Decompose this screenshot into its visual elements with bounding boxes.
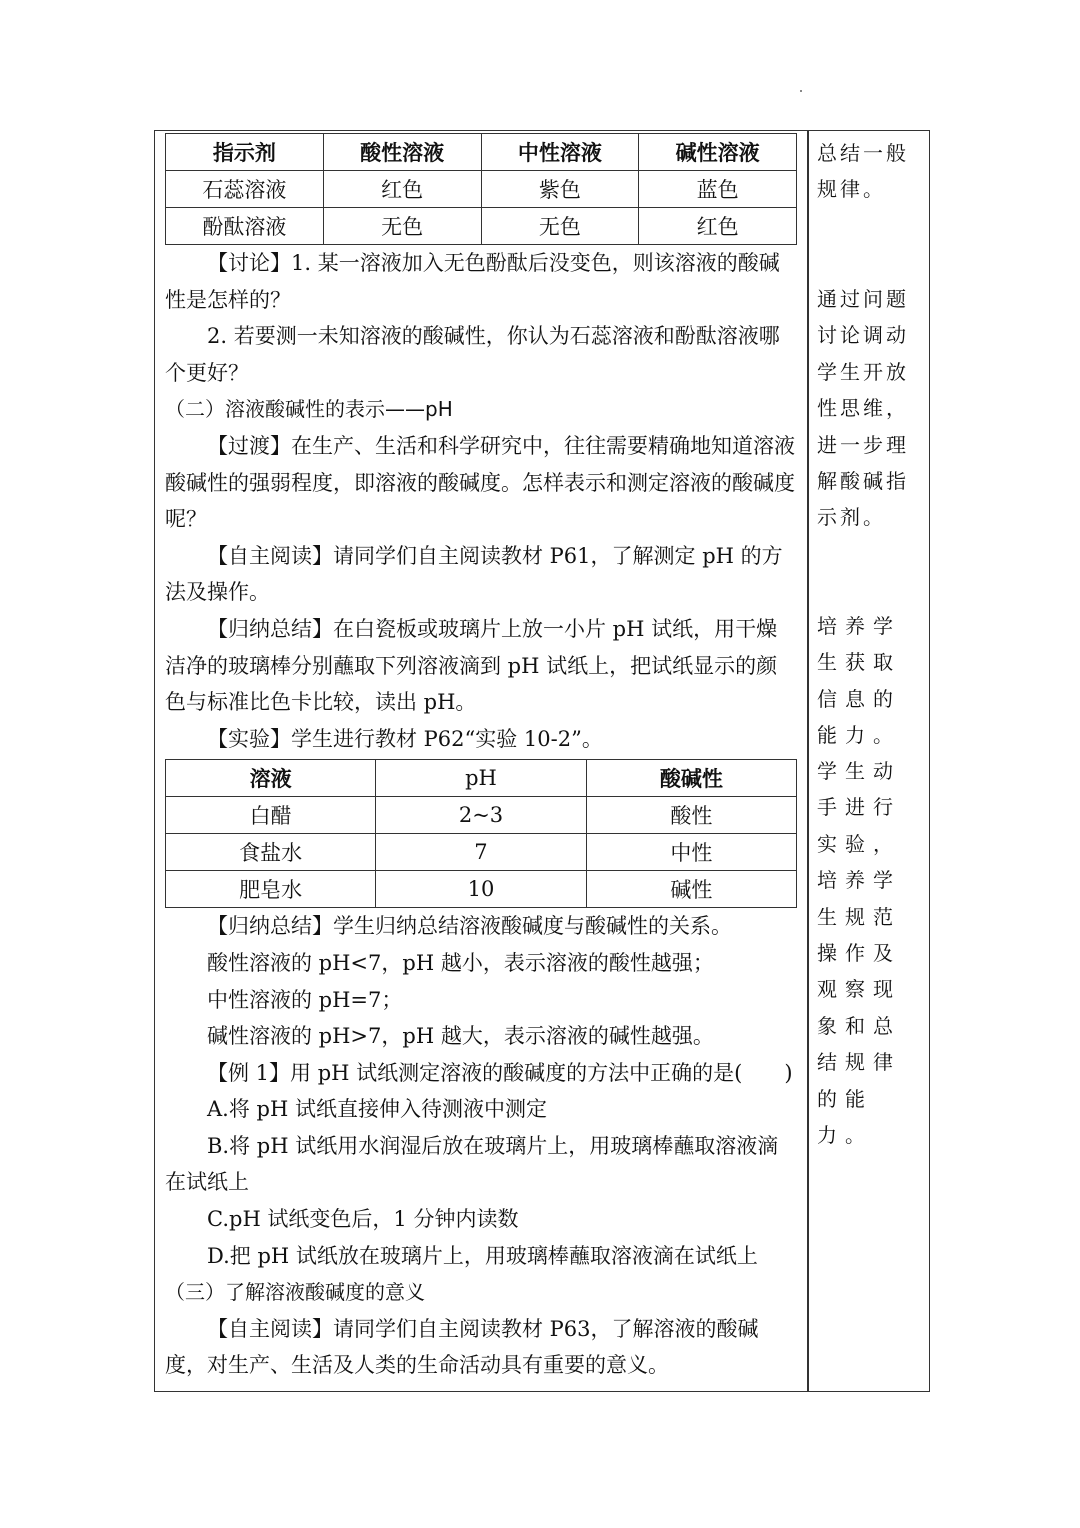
table-row (166, 171, 797, 208)
table-header-row (166, 134, 797, 171)
example-option-c: C.pH 试纸变色后，1 分钟内读数 (207, 1207, 519, 1232)
section-3-heading: （三）了解溶液酸碱度的意义 (165, 1280, 425, 1305)
header-cell: 中性溶液 (481, 134, 639, 171)
table-cell: 无色 (481, 208, 639, 245)
table-cell: 碱性 (586, 871, 796, 908)
experiment-paragraph: 【实验】学生进行教材 P62“实验 10-2”。 (207, 726, 603, 751)
summary-2-paragraph: 【归纳总结】学生归纳总结溶液酸碱度与酸碱性的关系。 (207, 914, 732, 939)
table-cell: 红色 (639, 208, 797, 245)
table-cell: 无色 (323, 208, 481, 245)
example-stem: 【例 1】用 pH 试纸测定溶液的酸碱度的方法中正确的是( ) (207, 1060, 793, 1085)
side-note-4: 学生动手进行实验，培养学生规范操作及观察现象和总结规律的能力。 (817, 759, 901, 1148)
header-cell: pH (376, 760, 586, 797)
table-cell: 酸性 (586, 797, 796, 834)
table-cell: 食盐水 (166, 834, 376, 871)
ph-result-table (165, 759, 797, 908)
teaching-content-column (165, 131, 797, 1384)
table-row (166, 797, 797, 834)
indicator-color-table (165, 133, 797, 245)
transition-paragraph: 【过渡】在生产、生活和科学研究中，往往需要精确地知道溶液酸碱性的强弱程度，即溶液的酸碱度。怎样表示和测定溶液的酸碱度呢？ (165, 433, 795, 532)
table-row (166, 208, 797, 245)
table-cell: 白醋 (166, 797, 376, 834)
rule-neutral: 中性溶液的 pH=7； (207, 987, 403, 1012)
header-cell: 酸碱性 (586, 760, 796, 797)
discussion-question-2: 2. 若要测一未知溶液的酸碱性，你认为石蕊溶液和酚酞溶液哪个更好？ (165, 324, 780, 385)
rule-acid: 酸性溶液的 pH<7，pH 越小，表示溶液的酸性越强； (207, 950, 714, 975)
header-cell: 碱性溶液 (639, 134, 797, 171)
scan-dot (800, 90, 802, 92)
discussion-question-1: 【讨论】1. 某一溶液加入无色酚酞后没变色，则该溶液的酸碱性是怎样的？ (165, 251, 780, 312)
table-row (166, 871, 797, 908)
self-reading-2-paragraph: 【自主阅读】请同学们自主阅读教材 P63，了解溶液的酸碱度，对生产、生活及人类的生命活动具有重要的意义。 (165, 1316, 759, 1378)
example-option-a: A.将 pH 试纸直接伸入待测液中测定 (207, 1097, 547, 1122)
table-cell: 酚酞溶液 (166, 208, 324, 245)
lesson-plan-table (154, 130, 930, 1392)
example-option-d: D.把 pH 试纸放在玻璃片上，用玻璃棒蘸取溶液滴在试纸上 (207, 1243, 758, 1268)
section-2-heading: （二）溶液酸碱性的表示——pH (165, 397, 453, 422)
table-header-row (166, 760, 797, 797)
table-cell: 中性 (586, 834, 796, 871)
table-cell: 2~3 (376, 797, 586, 834)
rule-base: 碱性溶液的 pH>7，pH 越大，表示溶液的碱性越强。 (207, 1024, 714, 1049)
summary-paragraph: 【归纳总结】在白瓷板或玻璃片上放一小片 pH 试纸，用干燥洁净的玻璃棒分别蘸取下列溶液滴到 pH 试纸上，把试纸显示的颜色与标准比色卡比较，读出 pH。 (165, 616, 778, 715)
example-option-b: B.将 pH 试纸用水润湿后放在玻璃片上，用玻璃棒蘸取溶液滴在试纸上 (165, 1133, 779, 1195)
table-cell: 肥皂水 (166, 871, 376, 908)
header-cell: 指示剂 (166, 134, 324, 171)
header-cell: 酸性溶液 (323, 134, 481, 171)
table-cell: 蓝色 (639, 171, 797, 208)
column-divider (807, 131, 809, 1391)
table-cell: 红色 (323, 171, 481, 208)
table-cell: 7 (376, 834, 586, 871)
table-cell: 10 (376, 871, 586, 908)
side-note-1: 总结一般规律。 (817, 141, 909, 202)
table-cell: 石蕊溶液 (166, 171, 324, 208)
table-row (166, 834, 797, 871)
header-cell: 溶液 (166, 760, 376, 797)
side-note-3: 培养学生获取信息的能力。 (817, 614, 901, 748)
side-note-2: 通过问题讨论调动学生开放性思维，进一步理解酸碱指示剂。 (817, 287, 909, 530)
table-cell: 紫色 (481, 171, 639, 208)
self-reading-paragraph: 【自主阅读】请同学们自主阅读教材 P61，了解测定 pH 的方法及操作。 (165, 543, 783, 605)
